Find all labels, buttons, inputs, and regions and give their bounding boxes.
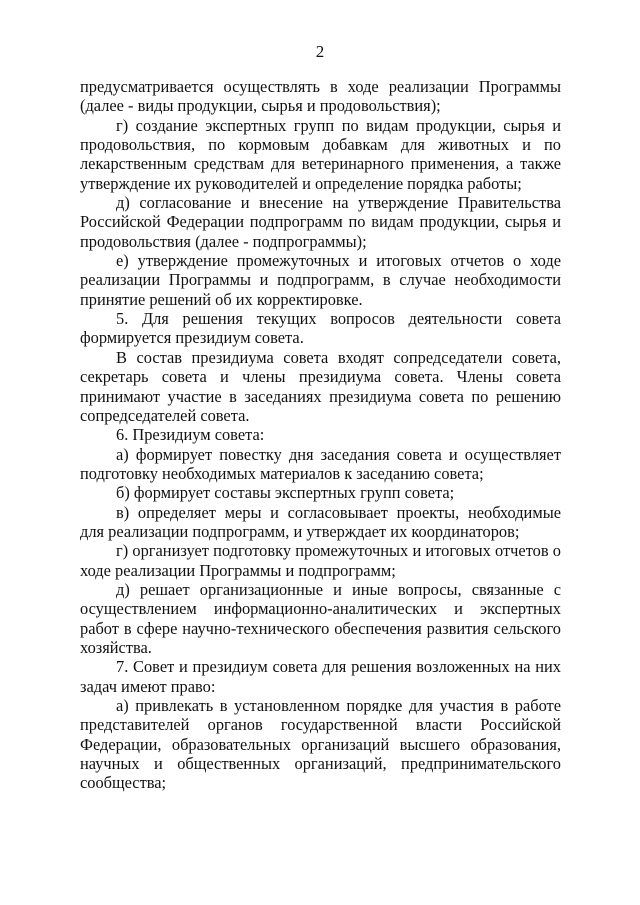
page-number: 2: [315, 42, 325, 61]
paragraph: д) решает организационные и иные вопросы, связанные с осуществлением информационно-аналитических и экспертных работ в сфере научно-технического обеспечения развития сельского хозяйства.: [80, 579, 561, 657]
paragraph: а) формирует повестку дня заседания совета и осуществляет подготовку необходимых материалов к заседанию совета;: [80, 444, 561, 483]
paragraph: 7. Совет и президиум совета для решения возложенных на них задач имеют право:: [80, 657, 561, 696]
paragraph: 6. Президиум совета:: [116, 425, 265, 445]
document-body: [80, 77, 561, 793]
paragraph: 5. Для решения текущих вопросов деятельности совета формируется президиум совета.: [80, 309, 561, 348]
paragraph: е) утверждение промежуточных и итоговых отчетов о ходе реализации Программы и подпрограмм, в случае необходимости принятие решений об их корректировке.: [80, 251, 561, 309]
paragraph: в) определяет меры и согласовывает проекты, необходимые для реализации подпрограмм, и утверждает их координаторов;: [80, 502, 561, 541]
paragraph: г) создание экспертных групп по видам продукции, сырья и продовольствия, по кормовым добавкам для животных и по лекарственным средствам для ветеринарного применения, а также утверждение их руководителей и определение порядка работы;: [80, 115, 561, 193]
paragraph: д) согласование и внесение на утверждение Правительства Российской Федерации подпрограмм по видам продукции, сырья и продовольствия (далее - подпрограммы);: [80, 193, 561, 251]
paragraph: а) привлекать в установленном порядке для участия в работе представителей органов государственной власти Российской Федерации, образовательных организаций высшего образования, научных и общественных организаций, предпринимательского сообщества;: [80, 696, 561, 793]
paragraph: предусматривается осуществлять в ходе реализации Программы (далее - виды продукции, сырья и продовольствия);: [80, 77, 561, 116]
paragraph: В состав президиума совета входят сопредседатели совета, секретарь совета и члены президиума совета. Члены совета принимают участие в заседаниях президиума совета по решению сопредседателей совета.: [80, 347, 561, 425]
paragraph: г) организует подготовку промежуточных и итоговых отчетов о ходе реализации Программы и подпрограмм;: [80, 541, 561, 580]
paragraph: б) формирует составы экспертных групп совета;: [116, 483, 455, 503]
